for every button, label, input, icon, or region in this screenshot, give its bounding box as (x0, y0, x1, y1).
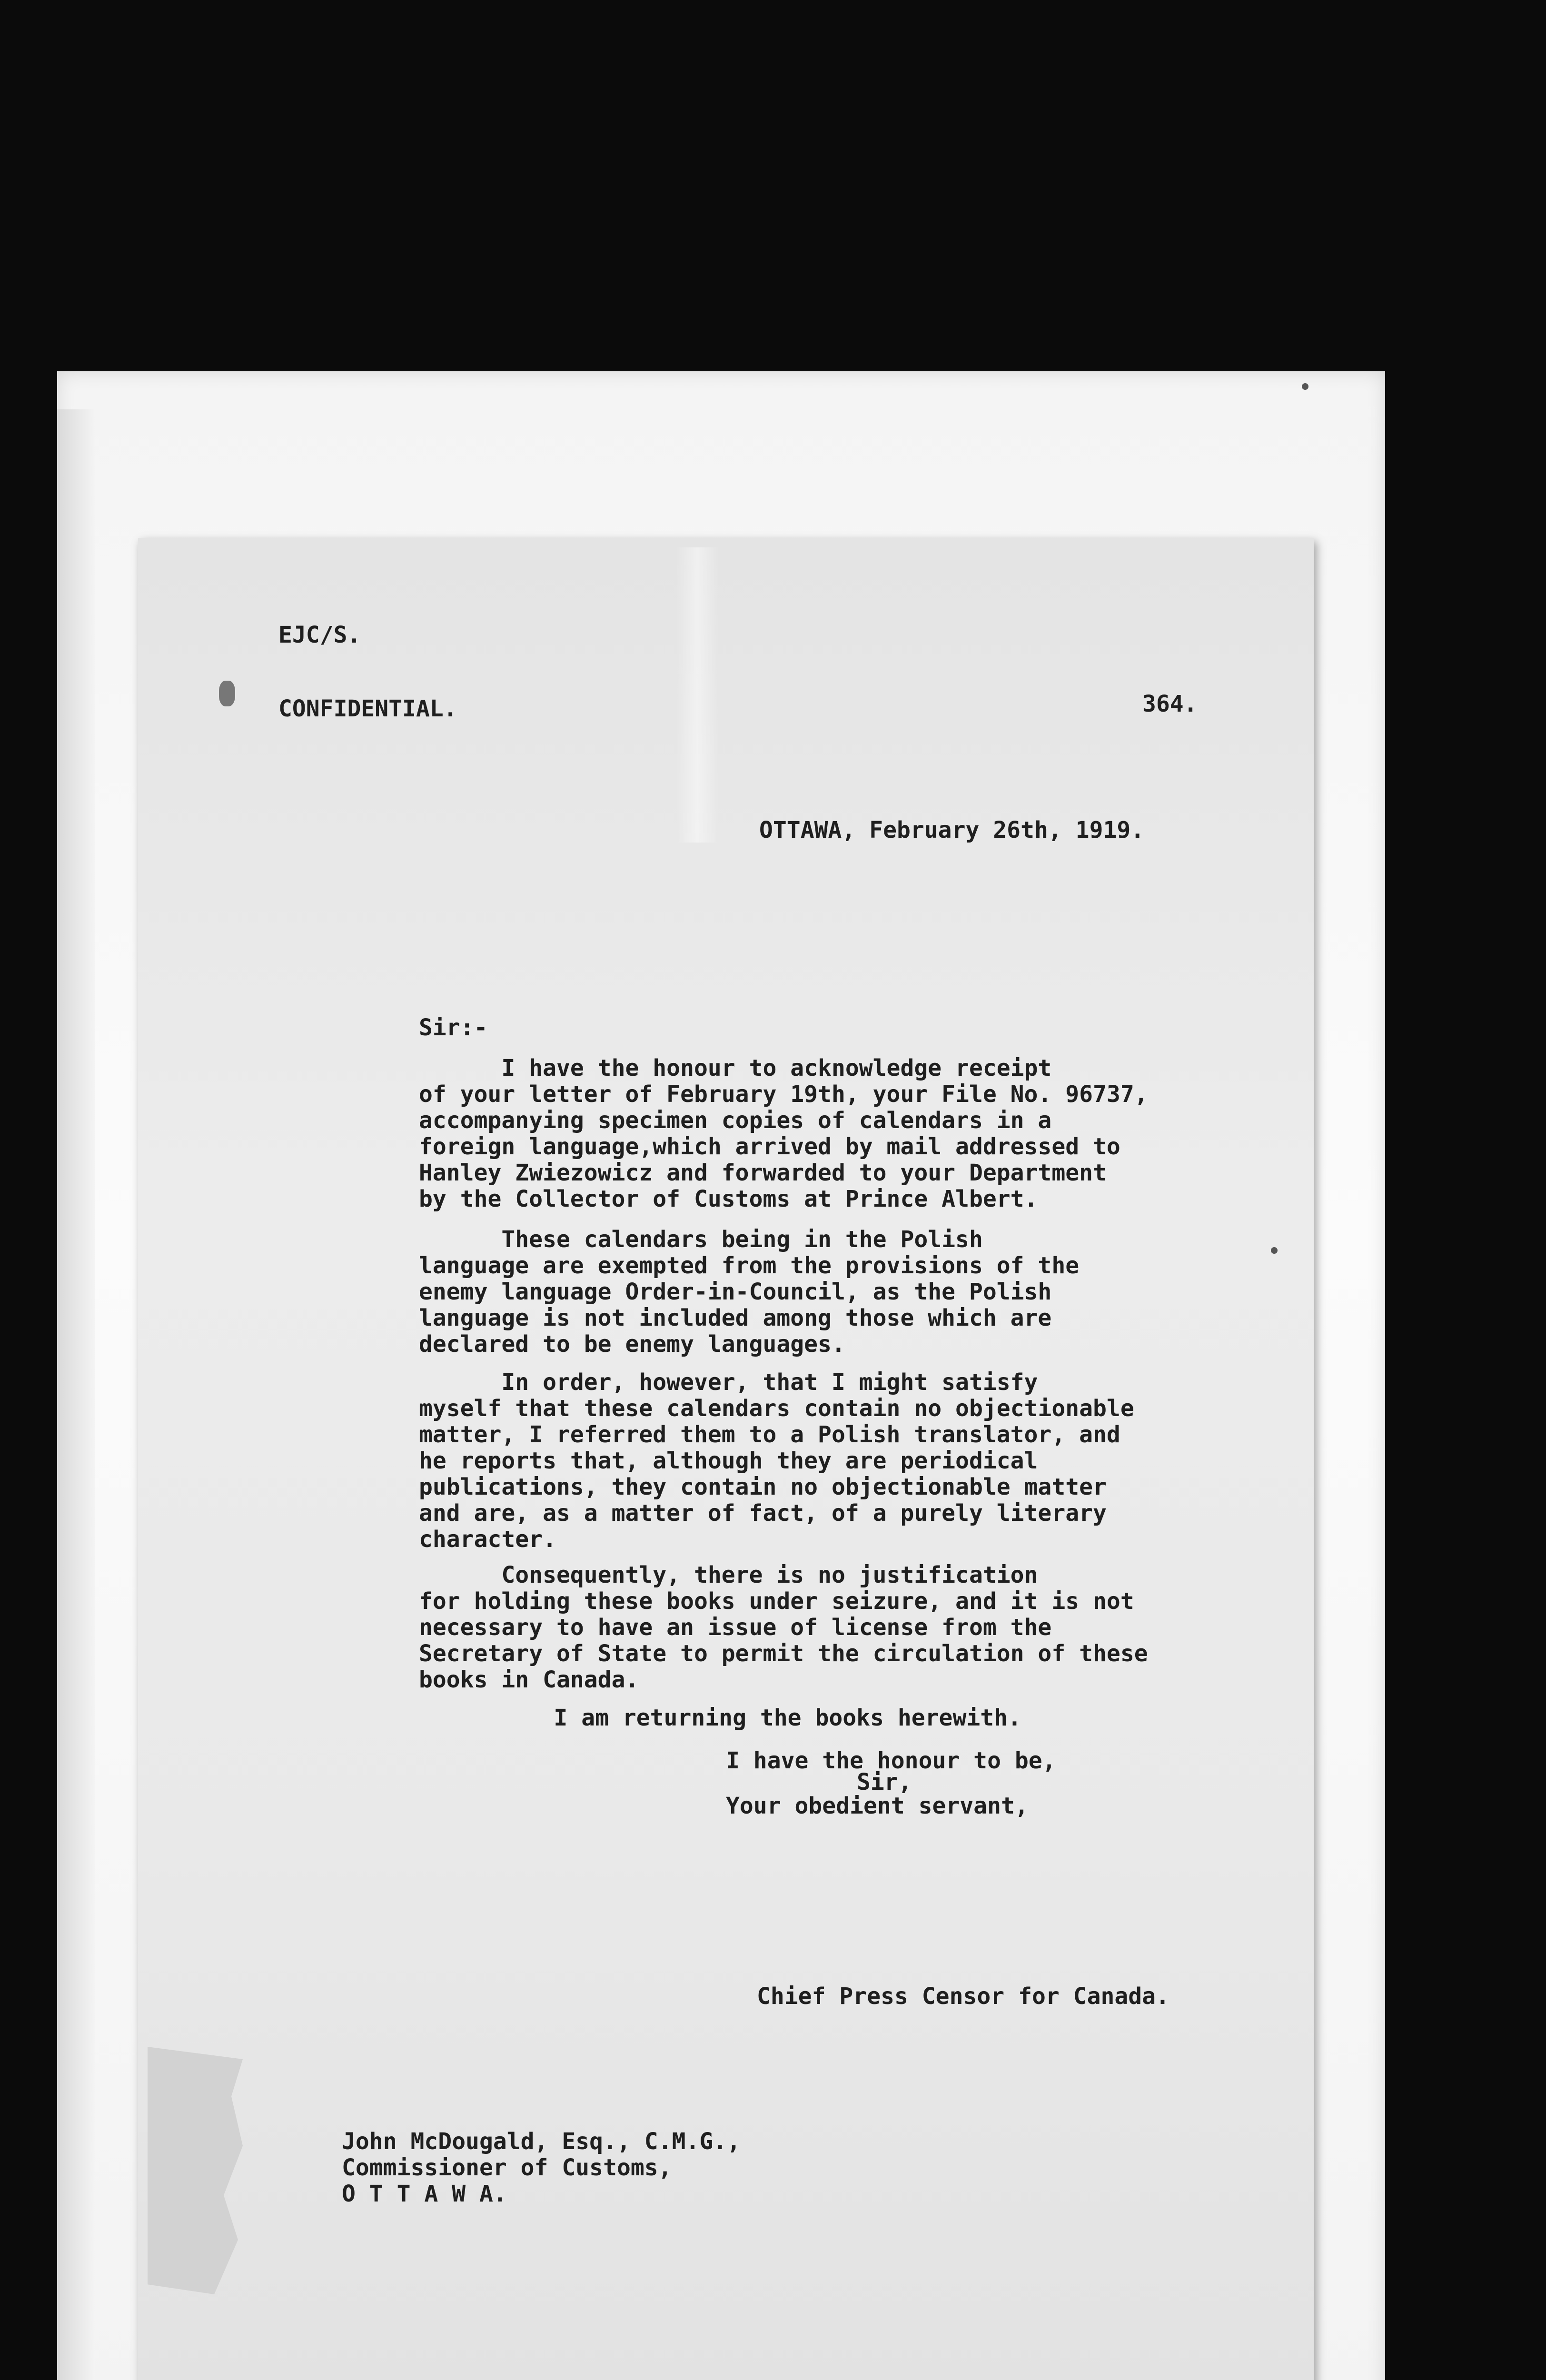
body-line: accompanying specimen copies of calendars in a (419, 1107, 1052, 1134)
place-and-date: OTTAWA, February 26th, 1919. (759, 817, 1145, 843)
body-line: language are exempted from the provisions of the (419, 1252, 1080, 1279)
body-line: publications, they contain no objectionable matter (419, 1474, 1107, 1500)
addressee-title: Commissioner of Customs, (342, 2154, 672, 2181)
addressee-name: John McDougald, Esq., C.M.G., (342, 2128, 741, 2155)
letter-number: 364. (1142, 691, 1198, 717)
signature-title: Chief Press Censor for Canada. (757, 1983, 1169, 2010)
backing-sheet-edge (57, 409, 95, 2380)
body-line: and are, as a matter of fact, of a purely literary (419, 1500, 1107, 1527)
body-line: character. (419, 1526, 556, 1553)
body-line: necessary to have an issue of license from the (419, 1614, 1052, 1641)
body-line: books in Canada. (419, 1666, 639, 1693)
body-line: language is not included among those which are (419, 1305, 1052, 1331)
body-line: Secretary of State to permit the circulation of these (419, 1640, 1148, 1667)
salutation: Sir:- (419, 1014, 488, 1041)
letter-fold-mark (676, 547, 719, 843)
closing-sir: Sir, (857, 1769, 912, 1795)
paper-speck (1302, 383, 1308, 390)
body-line: myself that these calendars contain no objectionable (419, 1395, 1134, 1422)
body-line: matter, I referred them to a Polish translator, and (419, 1421, 1120, 1448)
body-line: enemy language Order-in-Council, as the Polish (419, 1279, 1052, 1305)
body-line: Consequently, there is no justification (419, 1562, 1038, 1588)
body-line: I have the honour to acknowledge receipt (419, 1055, 1052, 1081)
body-line: foreign language,which arrived by mail addressed to (419, 1133, 1120, 1160)
body-line: he reports that, although they are periodical (419, 1448, 1038, 1474)
body-line: In order, however, that I might satisfy (419, 1369, 1038, 1396)
body-line: for holding these books under seizure, and it is not (419, 1588, 1134, 1615)
body-line: Hanley Zwiezowicz and forwarded to your Department (419, 1160, 1107, 1186)
body-line: I am returning the books herewith. (471, 1705, 1021, 1731)
body-line: declared to be enemy languages. (419, 1331, 845, 1358)
body-line: of your letter of February 19th, your File No. 96737, (419, 1081, 1148, 1108)
addressee-city: O T T A W A. (342, 2181, 507, 2207)
closing-servant: Your obedient servant, (726, 1793, 1029, 1819)
paper-speck (1271, 1247, 1278, 1254)
paper-blemish (219, 681, 235, 706)
closing-line: I have the honour to be, (726, 1747, 1056, 1774)
torn-paper-edge (148, 2047, 243, 2294)
classification-label: CONFIDENTIAL. (278, 695, 457, 722)
reference-initials: EJC/S. (278, 622, 361, 648)
body-line: by the Collector of Customs at Prince Albert. (419, 1186, 1038, 1212)
body-line: These calendars being in the Polish (419, 1226, 983, 1253)
